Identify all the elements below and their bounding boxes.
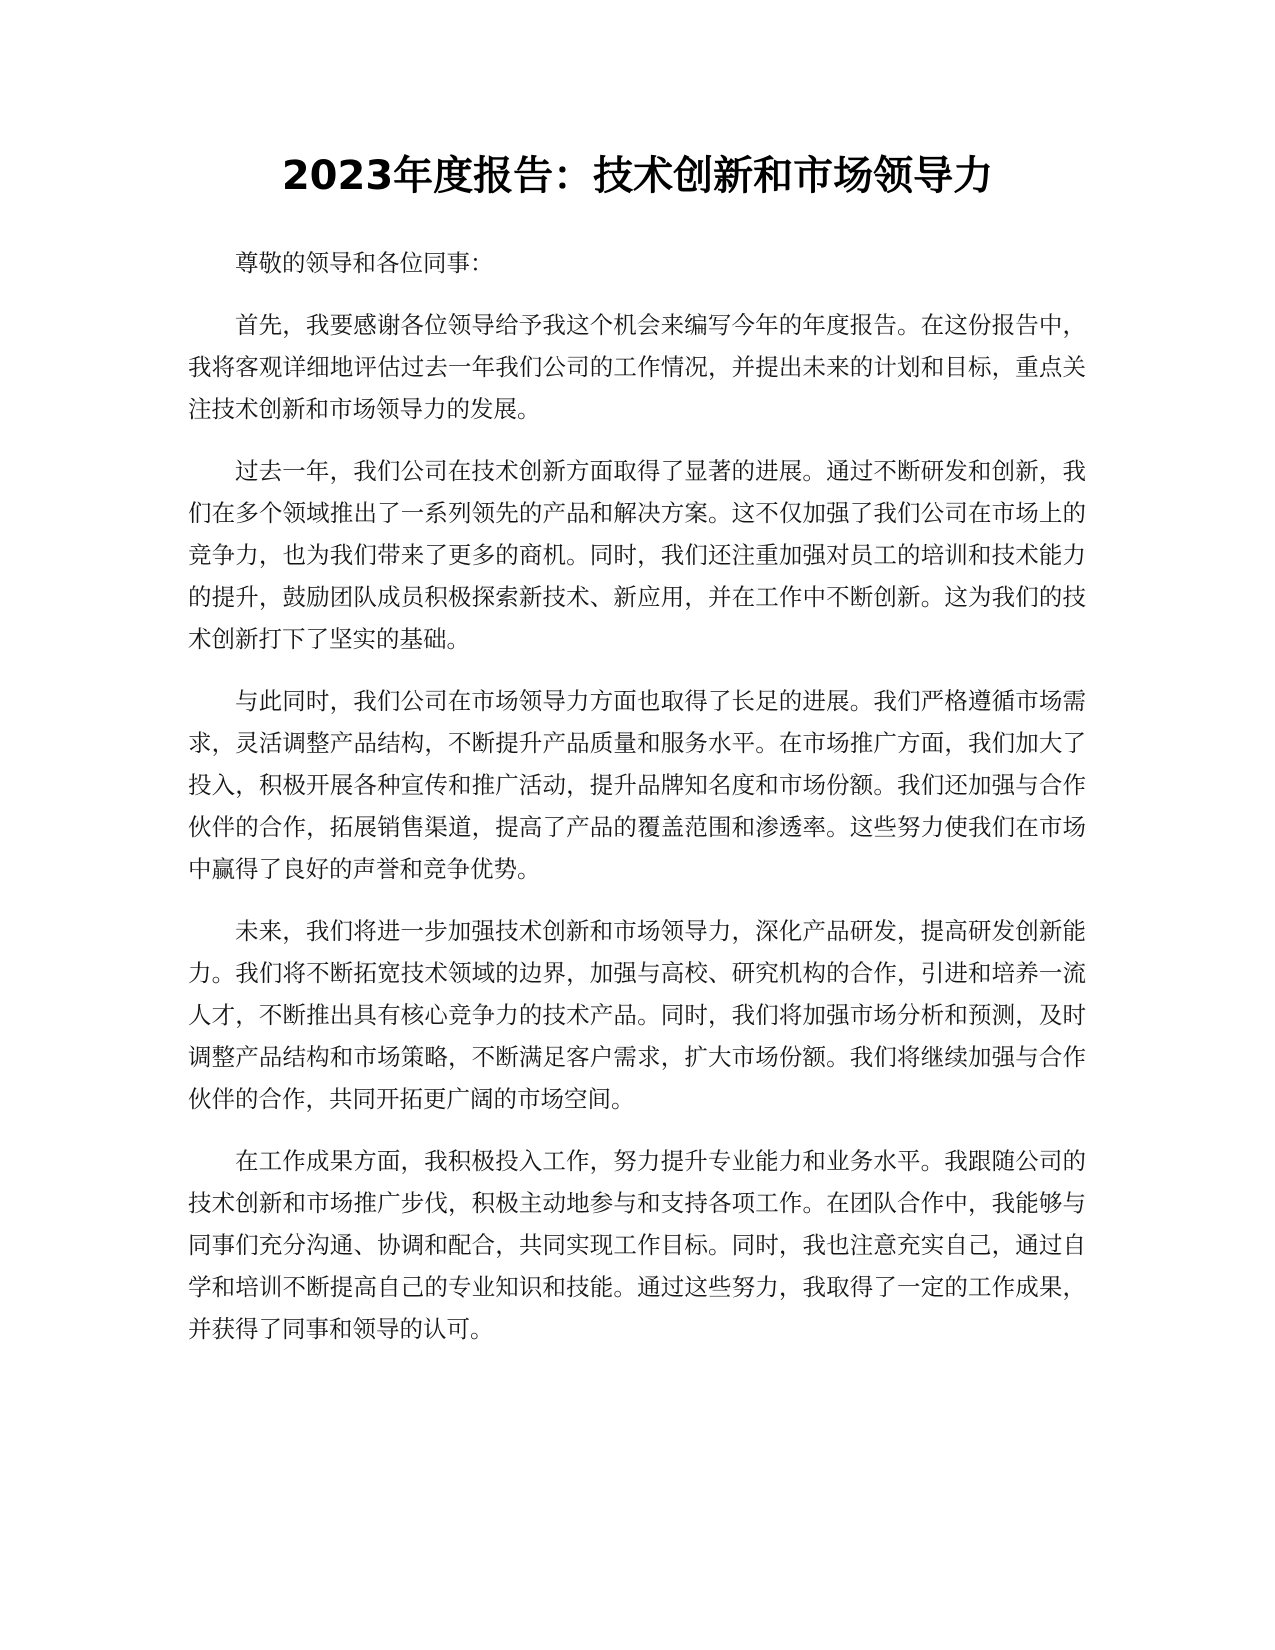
- paragraph-future-plans: 未来，我们将进一步加强技术创新和市场领导力，深化产品研发，提高研发创新能力。我们将不断拓宽技术领域的边界，加强与高校、研究机构的合作，引进和培养一流人才，不断推出具有核心竞争力的技术产品。同时，我们将加强市场分析和预测，及时调整产品结构和市场策略，不断满足客户需求，扩大市场份额。我们将继续加强与合作伙伴的合作，共同开拓更广阔的市场空间。: [188, 917, 1086, 1113]
- paragraph-work-results: 在工作成果方面，我积极投入工作，努力提升专业能力和业务水平。我跟随公司的技术创新和市场推广步伐，积极主动地参与和支持各项工作。在团队合作中，我能够与同事们充分沟通、协调和配合，共同实现工作目标。同时，我也注意充实自己，通过自学和培训不断提高自己的专业知识和技能。通过这些努力，我取得了一定的工作成果，并获得了同事和领导的认可。: [188, 1147, 1086, 1343]
- greeting: 尊敬的领导和各位同事：: [235, 249, 494, 277]
- paragraph-intro: 首先，我要感谢各位领导给予我这个机会来编写今年的年度报告。在这份报告中，我将客观详细地评估过去一年我们公司的工作情况，并提出未来的计划和目标，重点关注技术创新和市场领导力的发展。: [188, 311, 1086, 423]
- paragraph-tech-innovation: 过去一年，我们公司在技术创新方面取得了显著的进展。通过不断研发和创新，我们在多个领域推出了一系列领先的产品和解决方案。这不仅加强了我们公司在市场上的竞争力，也为我们带来了更多的商机。同时，我们还注重加强对员工的培训和技术能力的提升，鼓励团队成员积极探索新技术、新应用，并在工作中不断创新。这为我们的技术创新打下了坚实的基础。: [188, 457, 1086, 653]
- document-body: [188, 242, 1086, 1370]
- document-title: 2023年度报告：技术创新和市场领导力: [281, 153, 994, 199]
- paragraph-market-leadership: 与此同时，我们公司在市场领导力方面也取得了长足的进展。我们严格遵循市场需求，灵活调整产品结构，不断提升产品质量和服务水平。在市场推广方面，我们加大了投入，积极开展各种宣传和推广活动，提升品牌知名度和市场份额。我们还加强与合作伙伴的合作，拓展销售渠道，提高了产品的覆盖范围和渗透率。这些努力使我们在市场中赢得了良好的声誉和竞争优势。: [188, 687, 1086, 883]
